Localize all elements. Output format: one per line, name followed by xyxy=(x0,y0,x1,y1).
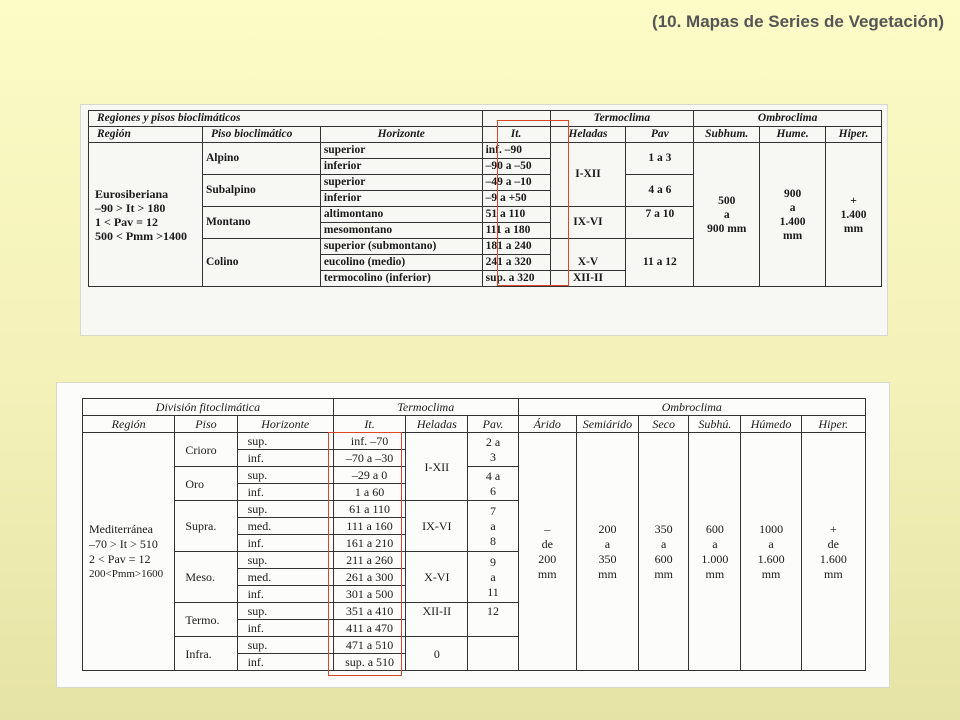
table2-semiarido-line: 200 xyxy=(598,521,617,536)
table1-pav: 7 a 10 xyxy=(626,207,694,239)
table2-header-semiarido: Semiárido xyxy=(576,416,638,433)
table2-horizonte: sup. xyxy=(237,467,333,484)
table1-header-region: Región xyxy=(89,127,203,143)
table1-piso: Montano xyxy=(202,207,320,239)
table2-heladas: XII-II xyxy=(406,603,468,637)
table2-pav-line: 4 a xyxy=(485,468,501,483)
table2-hiper-line: de xyxy=(827,536,839,551)
table1-horizonte: altimontano xyxy=(320,207,482,223)
table2-hiper-line: mm xyxy=(824,566,843,581)
table2-subhu xyxy=(689,433,741,671)
table2-horizonte: sup. xyxy=(237,552,333,569)
table2-header-pav: Pav. xyxy=(468,416,518,433)
table2-hiper-line: + xyxy=(829,521,837,536)
table2-semiarido-line: 350 xyxy=(598,551,617,566)
table2-pav-line: 6 xyxy=(490,483,497,498)
table2-piso: Meso. xyxy=(175,552,237,603)
table1-it: 51 a 110 xyxy=(482,207,550,223)
table1-hiper-line: + xyxy=(850,194,857,207)
table1-ombroclima-header: Ombroclima xyxy=(694,111,882,127)
table2-it: 301 a 500 xyxy=(333,586,405,603)
table2-piso: Supra. xyxy=(175,501,237,552)
table2-it: 471 a 510 xyxy=(333,637,405,654)
table2-pav-line: 7 xyxy=(490,503,497,518)
table1-header-it: It. xyxy=(482,127,550,143)
table1-subhum-line: 900 mm xyxy=(707,222,747,235)
table1-header-hume: Hume. xyxy=(760,127,826,143)
table2-subhu-line: 1.000 xyxy=(701,551,729,566)
table1-horizonte: inferior xyxy=(320,159,482,175)
table1-heladas: I-XII xyxy=(550,143,626,207)
table1-horizonte: superior xyxy=(320,143,482,159)
table1-header-subhum: Subhum. xyxy=(694,127,760,143)
table2-semiarido-line: a xyxy=(604,536,611,551)
table1-subhum-line: 500 xyxy=(718,194,736,207)
table2-pav xyxy=(468,501,518,552)
table2-region-pmm: 200<Pmm>1600 xyxy=(89,567,164,580)
table2-arido xyxy=(518,433,576,671)
table2-horizonte: inf. xyxy=(237,450,333,467)
table2-horizonte: inf. xyxy=(237,620,333,637)
table2-header-it: It. xyxy=(333,416,405,433)
table2-heladas: 0 xyxy=(406,637,468,671)
table2-it: 111 a 160 xyxy=(333,518,405,535)
table1-pav: 4 a 6 xyxy=(626,175,694,207)
table1-horizonte: mesomontano xyxy=(320,223,482,239)
table2-pav-line: 11 xyxy=(487,584,499,599)
table1-hiper xyxy=(826,143,882,287)
table1-subhum xyxy=(694,143,760,287)
table2-humedo-line: 1.600 xyxy=(757,551,785,566)
table2-header-region: Región xyxy=(83,416,175,433)
table1-heladas: X-V xyxy=(550,239,626,271)
table2-header-heladas: Heladas xyxy=(406,416,468,433)
phytoclimatic-table-scan xyxy=(56,382,890,688)
table1-horizonte: inferior xyxy=(320,191,482,207)
table2-horizonte: inf. xyxy=(237,586,333,603)
table2-it: sup. a 510 xyxy=(333,654,405,671)
table1-it: sup. a 320 xyxy=(482,271,550,287)
table2-region-cell xyxy=(83,433,175,671)
table1-horizonte: superior xyxy=(320,175,482,191)
bioclimatic-table xyxy=(88,110,882,287)
phytoclimatic-table xyxy=(82,398,866,671)
table2-subhu-line: 600 xyxy=(705,521,724,536)
table1-region-pmm: 500 < Pmm >1400 xyxy=(95,228,187,243)
table2-header-horizonte: Horizonte xyxy=(237,416,333,433)
table2-piso: Termo. xyxy=(175,603,237,637)
table1-horizonte: superior (submontano) xyxy=(320,239,482,255)
table1-header-heladas: Heladas xyxy=(550,127,626,143)
table1-pav: 11 a 12 xyxy=(626,239,694,287)
table2-seco xyxy=(639,433,689,671)
table2-semiarido-line: mm xyxy=(598,566,617,581)
table1-piso: Alpino xyxy=(202,143,320,175)
table2-header-arido: Árido xyxy=(518,416,576,433)
table2-horizonte: med. xyxy=(237,569,333,586)
table2-ombroclima-header: Ombroclima xyxy=(518,399,865,416)
table1-region-pav: 1 < Pav = 12 xyxy=(95,214,159,229)
table2-pav-empty xyxy=(468,637,518,671)
table2-humedo-line: 1000 xyxy=(759,521,784,536)
table1-heladas: XII-II xyxy=(550,271,626,287)
bioclimatic-table-scan xyxy=(80,104,888,336)
table1-hume xyxy=(760,143,826,287)
table2-pav xyxy=(468,433,518,467)
table1-hiper-line: mm xyxy=(843,222,864,235)
table2-termoclima-header: Termoclima xyxy=(333,399,518,416)
table1-it: –9 a +50 xyxy=(482,191,550,207)
table1-hume-line: mm xyxy=(783,229,803,242)
table2-piso: Crioro xyxy=(175,433,237,467)
table2-it: 61 a 110 xyxy=(333,501,405,518)
table2-pav-line: 2 a xyxy=(485,434,501,449)
table2-arido-line: mm xyxy=(537,566,557,581)
table2-seco-line: a xyxy=(661,536,667,551)
table2-region-name: Mediterránea xyxy=(89,521,153,536)
table2-subhu-line: a xyxy=(712,536,718,551)
table2-horizonte: sup. xyxy=(237,637,333,654)
table2-it: 351 a 410 xyxy=(333,603,405,620)
table2-it: 261 a 300 xyxy=(333,569,405,586)
slide-title: (10. Mapas de Series de Vegetación) xyxy=(652,12,944,31)
table2-heladas: IX-VI xyxy=(406,501,468,552)
table1-header-horizonte: Horizonte xyxy=(320,127,482,143)
table2-humedo-line: mm xyxy=(761,566,781,581)
table1-heladas: IX-VI xyxy=(550,207,626,239)
table1-horizonte: eucolino (medio) xyxy=(320,255,482,271)
table1-it: 241 a 320 xyxy=(482,255,550,271)
table1-it: 111 a 180 xyxy=(482,223,550,239)
table1-horizonte: termocolino (inferior) xyxy=(320,271,482,287)
table2-pav xyxy=(468,552,518,603)
table1-region-cell xyxy=(89,143,203,287)
table2-it: 211 a 260 xyxy=(333,552,405,569)
table2-horizonte: inf. xyxy=(237,654,333,671)
table2-arido-line: – xyxy=(544,521,551,536)
table2-horizonte: med. xyxy=(237,518,333,535)
table2-arido-line: de xyxy=(541,536,553,551)
table2-header-subhu: Subhú. xyxy=(689,416,741,433)
table2-horizonte: inf. xyxy=(237,535,333,552)
table2-piso: Oro xyxy=(175,467,237,501)
table1-hume-line: 900 xyxy=(783,187,802,200)
table2-seco-line: 600 xyxy=(654,551,673,566)
table2-header-seco: Seco xyxy=(639,416,689,433)
table2-title: División fitoclimática xyxy=(83,399,334,416)
table1-header-pav: Pav xyxy=(626,127,694,143)
table2-it: 1 a 60 xyxy=(333,484,405,501)
table2-humedo-line: a xyxy=(768,536,774,551)
table2-pav-line: 8 xyxy=(490,533,497,548)
table2-heladas: I-XII xyxy=(406,433,468,501)
table2-hiper-line: 1.600 xyxy=(819,551,847,566)
table2-horizonte: sup. xyxy=(237,433,333,450)
table2-piso: Infra. xyxy=(175,637,237,671)
table2-header-humedo: Húmedo xyxy=(741,416,801,433)
table1-region-it: –90 > It > 180 xyxy=(95,200,166,215)
table2-humedo xyxy=(741,433,801,671)
table1-it: –49 a –10 xyxy=(482,175,550,191)
table2-region-it: –70 > It > 510 xyxy=(89,536,158,551)
table2-heladas: X-VI xyxy=(406,552,468,603)
table1-header-hiper: Hiper. xyxy=(826,127,882,143)
table2-horizonte: sup. xyxy=(237,501,333,518)
table2-it: –70 a –30 xyxy=(333,450,405,467)
table2-region-pav: 2 < Pav = 12 xyxy=(89,551,151,566)
table2-semiarido xyxy=(576,433,638,671)
table2-it: 411 a 470 xyxy=(333,620,405,637)
table2-hiper xyxy=(801,433,865,671)
table2-it: inf. –70 xyxy=(333,433,405,450)
table1-hume-line: a xyxy=(789,201,796,214)
table2-seco-line: 350 xyxy=(654,521,673,536)
table2-pav-line: a xyxy=(490,569,496,584)
table2-horizonte: inf. xyxy=(237,484,333,501)
table1-it: 181 a 240 xyxy=(482,239,550,255)
table2-pav: 12 xyxy=(468,603,518,637)
table1-hiper-line: 1.400 xyxy=(840,208,867,221)
table1-region-name: Eurosiberiana xyxy=(95,186,169,201)
table2-pav-line: a xyxy=(490,518,496,533)
table1-pav: 1 a 3 xyxy=(626,143,694,175)
table2-arido-line: 200 xyxy=(538,551,557,566)
table2-pav-line: 9 xyxy=(490,554,497,569)
table2-pav-line: 3 xyxy=(490,449,497,464)
table2-it: –29 a 0 xyxy=(333,467,405,484)
table2-header-hiper: Hiper. xyxy=(801,416,865,433)
table1-subhum-line: a xyxy=(723,208,730,221)
table1-hume-line: 1.400 xyxy=(779,215,806,228)
table1-termoclima-header: Termoclima xyxy=(550,111,694,127)
table1-it: –90 a –50 xyxy=(482,159,550,175)
table2-header-piso: Piso xyxy=(175,416,237,433)
table1-header-piso: Piso bioclimático xyxy=(202,127,320,143)
table1-title: Regiones y pisos bioclimáticos xyxy=(89,111,483,127)
table2-subhu-line: mm xyxy=(705,566,725,581)
table2-seco-line: mm xyxy=(654,566,673,581)
table2-pav xyxy=(468,467,518,501)
table1-it: inf. –90 xyxy=(482,143,550,159)
table2-it: 161 a 210 xyxy=(333,535,405,552)
table2-horizonte: sup. xyxy=(237,603,333,620)
table1-piso: Subalpino xyxy=(202,175,320,207)
table1-piso: Colino xyxy=(202,239,320,287)
